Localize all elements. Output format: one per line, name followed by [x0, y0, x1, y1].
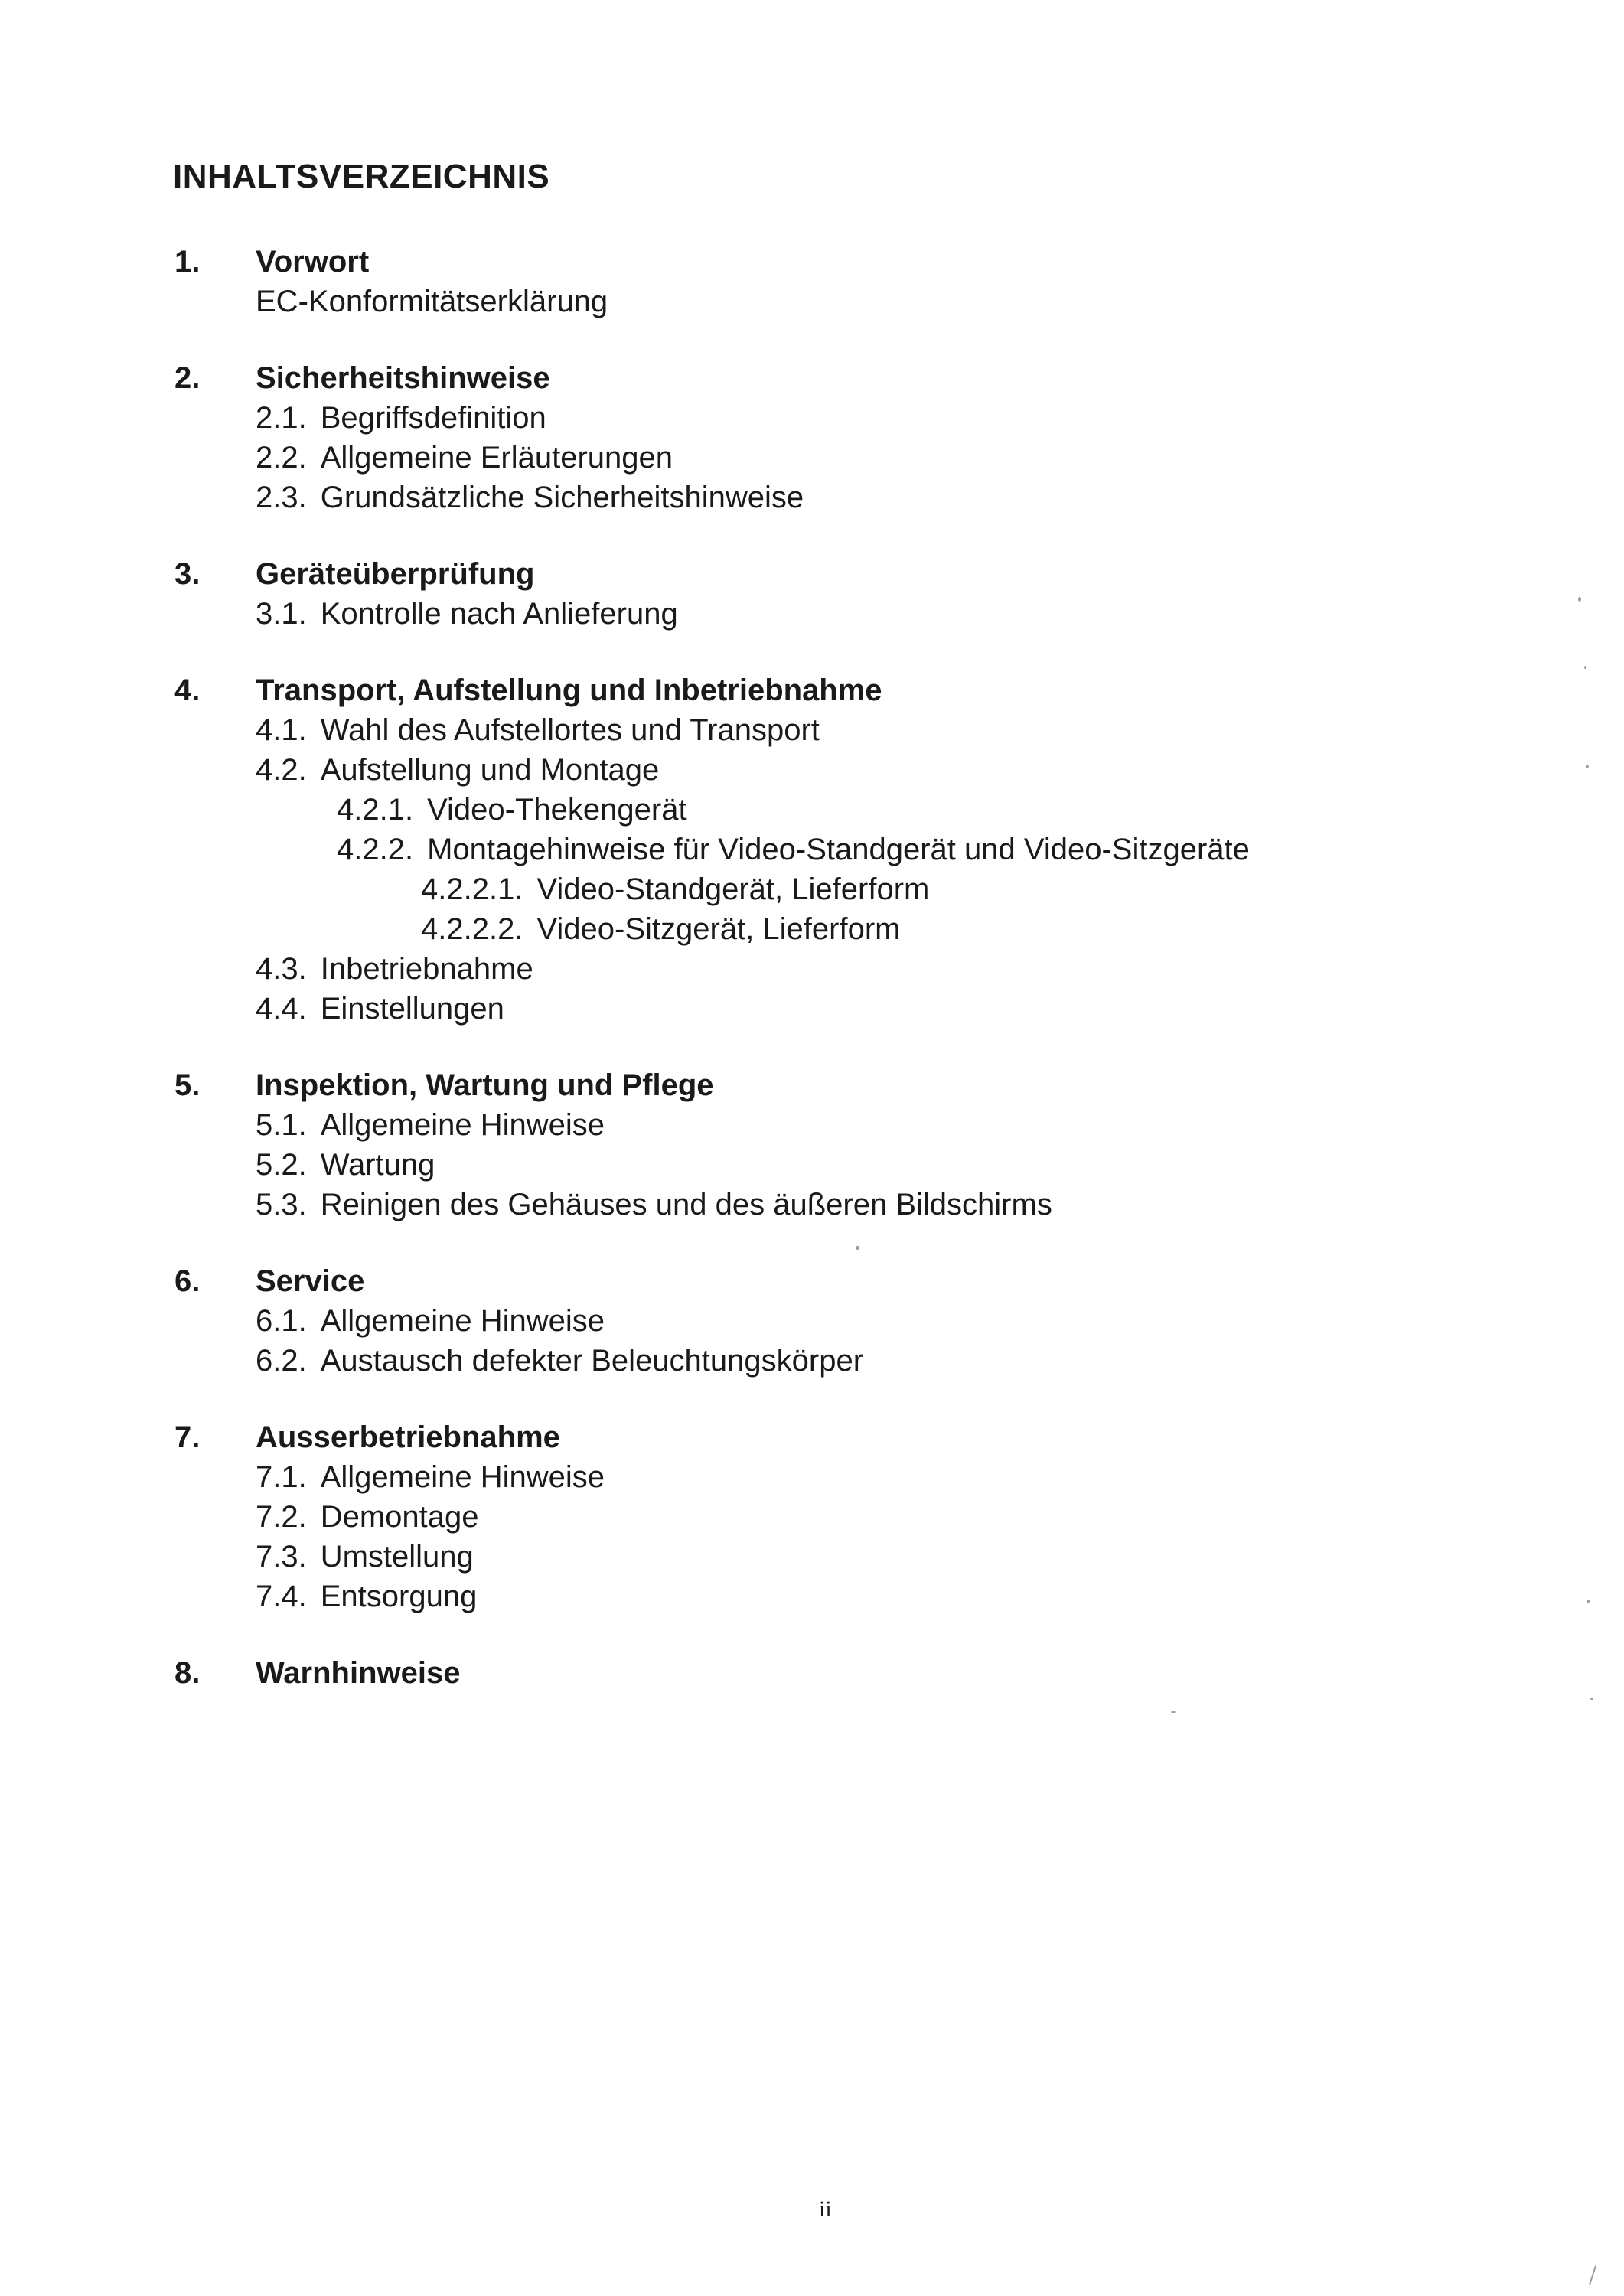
entry-number: 4.2.2. [337, 833, 414, 866]
entry-number: 4.4. [256, 992, 307, 1026]
scan-speck [1578, 597, 1581, 602]
entry-number: 7.2. [256, 1500, 307, 1534]
toc-entry [174, 1460, 1552, 1500]
toc-section [174, 245, 1552, 325]
toc-section-heading [174, 1264, 1552, 1304]
toc-entry [174, 1500, 1552, 1540]
entry-number: 7.4. [256, 1580, 307, 1613]
entry-title: Wahl des Aufstellortes und Transport [320, 713, 820, 747]
toc-entry [174, 713, 1552, 753]
toc-section [174, 1264, 1552, 1384]
section-number: 1. [174, 245, 201, 279]
toc-entry [174, 401, 1552, 441]
toc-section-heading [174, 1420, 1552, 1460]
section-title: Inspektion, Wartung und Pflege [256, 1068, 714, 1102]
entry-title: Allgemeine Erläuterungen [320, 441, 673, 475]
toc-entry [174, 1540, 1552, 1580]
section-number: 7. [174, 1420, 201, 1454]
toc-section [174, 1420, 1552, 1619]
page-number: ii [819, 2197, 832, 2222]
entry-number: 4.2.2.1. [421, 872, 523, 906]
entry-title: Austausch defekter Beleuchtungskörper [320, 1344, 864, 1378]
toc-section [174, 1656, 1552, 1696]
section-title: Service [256, 1264, 365, 1298]
table-of-contents [174, 245, 1552, 1733]
entry-title: Video-Sitzgerät, Lieferform [536, 912, 901, 946]
scan-speck [1584, 666, 1586, 669]
toc-section-heading [174, 1068, 1552, 1108]
section-number: 6. [174, 1264, 201, 1298]
entry-number: 4.3. [256, 952, 307, 986]
toc-entry [174, 1580, 1552, 1619]
entry-number: 4.1. [256, 713, 307, 747]
entry-number: 3.1. [256, 597, 307, 631]
toc-title: INHALTSVERZEICHNIS [173, 158, 550, 195]
toc-section [174, 673, 1552, 1032]
entry-title: Inbetriebnahme [320, 952, 533, 986]
toc-section-heading [174, 245, 1552, 285]
toc-entry [174, 1344, 1552, 1384]
section-title: Ausserbetriebnahme [256, 1420, 560, 1454]
entry-number: 6.1. [256, 1304, 307, 1338]
toc-entry [174, 1188, 1552, 1228]
entry-title: Entsorgung [320, 1580, 478, 1613]
entry-title: Einstellungen [320, 992, 504, 1026]
section-title: Geräteüberprüfung [256, 557, 535, 591]
entry-title: Grundsätzliche Sicherheitshinweise [320, 481, 804, 514]
toc-entry [174, 441, 1552, 481]
section-title: Vorwort [256, 245, 370, 279]
section-title: Transport, Aufstellung und Inbetriebnahme [256, 673, 882, 707]
toc-section-heading [174, 673, 1552, 713]
toc-entry [174, 1108, 1552, 1148]
entry-number: 2.1. [256, 401, 307, 435]
section-number: 2. [174, 361, 201, 395]
toc-section-heading [174, 1656, 1552, 1696]
toc-entry [174, 872, 1552, 912]
entry-number: 7.1. [256, 1460, 307, 1494]
entry-number: 4.2.1. [337, 793, 414, 827]
scan-speck [1589, 2265, 1596, 2285]
toc-entry [174, 753, 1552, 793]
scan-speck [1590, 1698, 1593, 1700]
toc-entry [174, 481, 1552, 520]
entry-title: Aufstellung und Montage [320, 753, 660, 787]
scan-speck [1171, 1711, 1176, 1713]
toc-section-heading [174, 557, 1552, 597]
entry-title: Montagehinweise für Video-Standgerät und Video-Sitzgeräte [427, 833, 1250, 866]
entry-number: 2.3. [256, 481, 307, 514]
scan-speck [1587, 1600, 1590, 1603]
entry-title: Reinigen des Gehäuses und des äußeren Bildschirms [320, 1188, 1052, 1221]
section-title: Sicherheitshinweise [256, 361, 550, 395]
entry-title: Umstellung [320, 1540, 474, 1574]
entry-number: 2.2. [256, 441, 307, 475]
section-number: 5. [174, 1068, 201, 1102]
toc-section [174, 557, 1552, 637]
entry-number: 4.2.2.2. [421, 912, 523, 946]
entry-title: Wartung [320, 1148, 435, 1182]
toc-entry [174, 793, 1552, 833]
section-number: 3. [174, 557, 201, 591]
toc-section [174, 1068, 1552, 1228]
toc-entry [174, 952, 1552, 992]
toc-entry [174, 1148, 1552, 1188]
entry-title: Allgemeine Hinweise [320, 1460, 605, 1494]
entry-title: Video-Standgerät, Lieferform [536, 872, 930, 906]
entry-title: Video-Thekengerät [427, 793, 687, 827]
entry-title: Allgemeine Hinweise [320, 1304, 605, 1338]
entry-title: Allgemeine Hinweise [320, 1108, 605, 1142]
entry-number: 4.2. [256, 753, 307, 787]
toc-section [174, 361, 1552, 520]
toc-entry [174, 285, 1552, 325]
scan-speck [856, 1246, 859, 1250]
entry-number: 5.1. [256, 1108, 307, 1142]
entry-title: Demontage [320, 1500, 479, 1534]
toc-entry [174, 833, 1552, 872]
section-number: 8. [174, 1656, 201, 1690]
toc-entry [174, 597, 1552, 637]
section-number: 4. [174, 673, 201, 707]
entry-title: EC-Konformitätserklärung [256, 285, 608, 318]
toc-entry [174, 1304, 1552, 1344]
entry-number: 7.3. [256, 1540, 307, 1574]
entry-title: Kontrolle nach Anlieferung [320, 597, 678, 631]
entry-title: Begriffsdefinition [320, 401, 546, 435]
entry-number: 5.2. [256, 1148, 307, 1182]
toc-entry [174, 912, 1552, 952]
toc-entry [174, 992, 1552, 1032]
scan-speck [1586, 765, 1589, 768]
section-title: Warnhinweise [256, 1656, 461, 1690]
toc-section-heading [174, 361, 1552, 401]
entry-number: 5.3. [256, 1188, 307, 1221]
entry-number: 6.2. [256, 1344, 307, 1378]
